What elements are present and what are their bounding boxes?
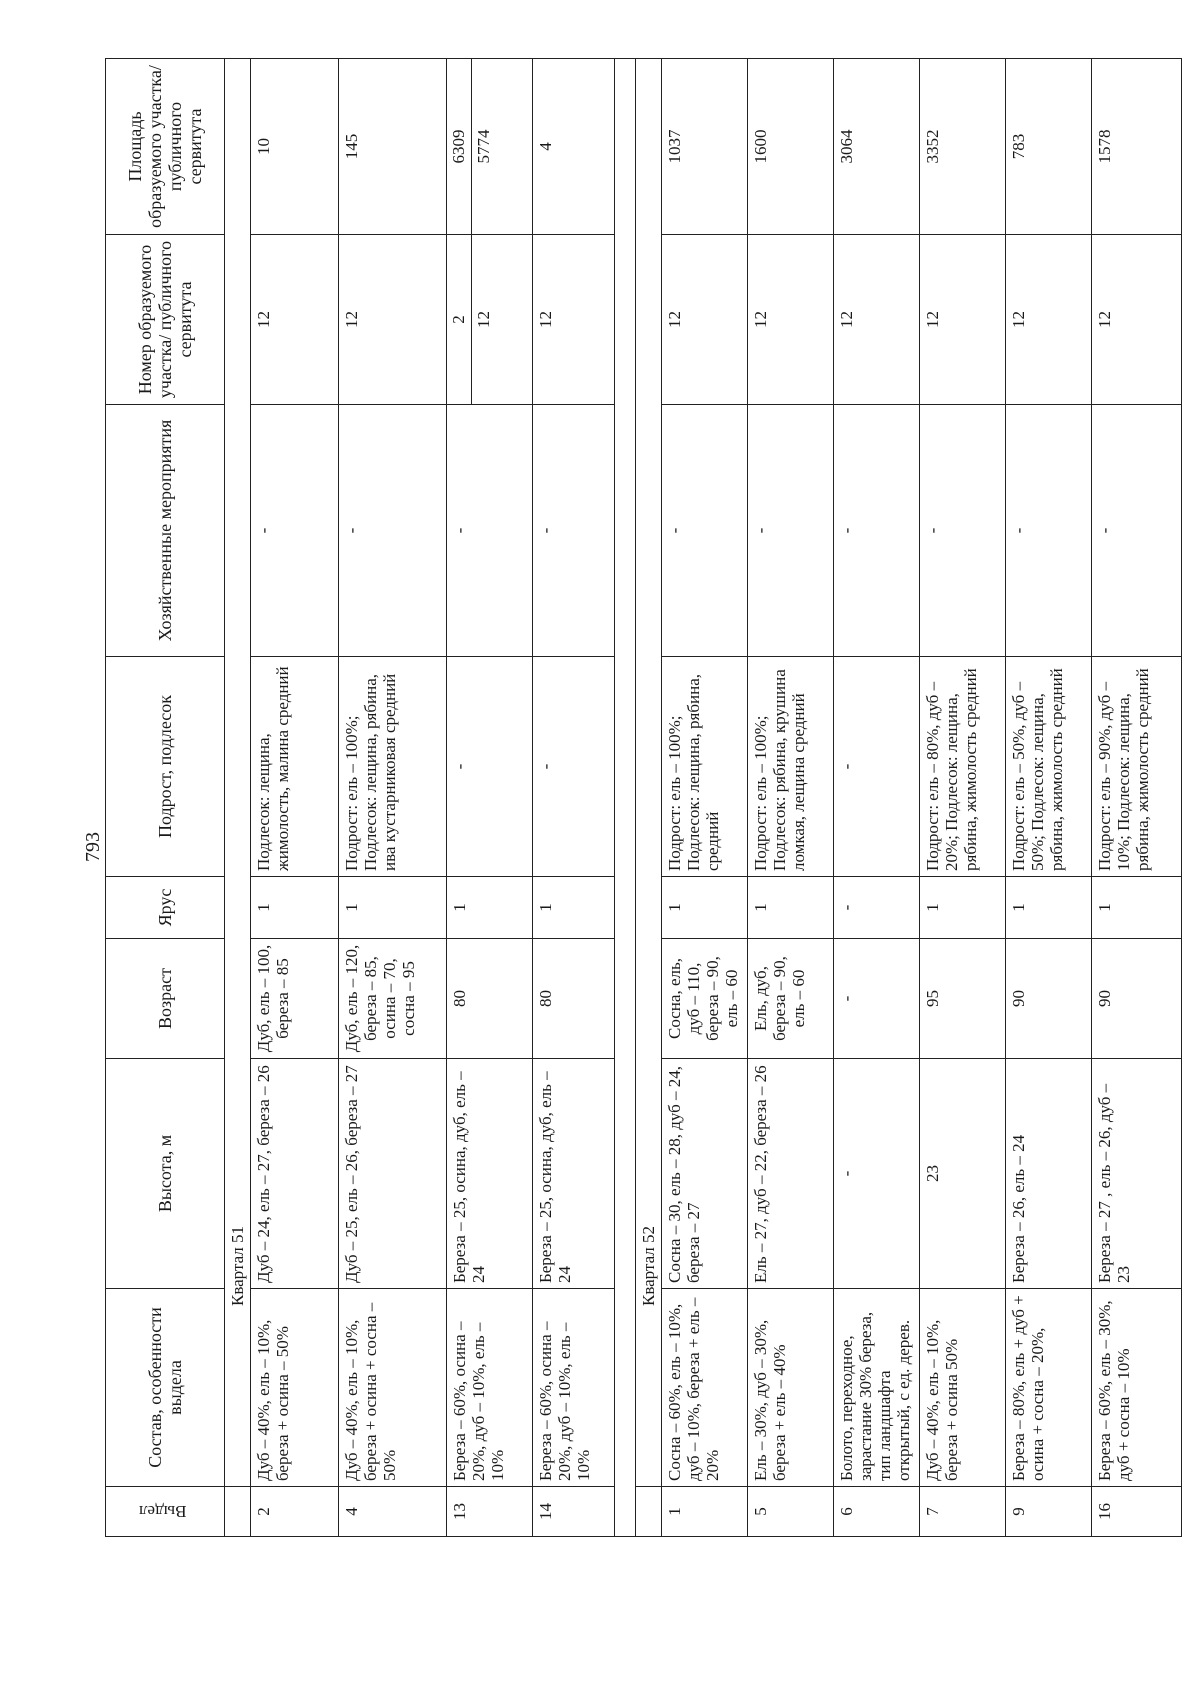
cell-ploshchad-part: 5774 (471, 59, 496, 234)
cell-meropriyatiya: - (1092, 405, 1182, 657)
table-body (225, 59, 1182, 1537)
cell-yarus: 1 (447, 877, 533, 939)
cell-ploshchad: 4 (533, 59, 615, 235)
cell-sostav: Дуб – 40%, ель – 10%, береза + осина + сосна – 50% (339, 1289, 447, 1487)
cell-nomer: 12 (834, 235, 920, 405)
page-number: 793 (82, 832, 104, 862)
cell-podrost: Подрост: ель – 90%, дуб – 10%; Подлесок: лещина, рябина, жимолость средний (1092, 657, 1182, 877)
cell-vysota: - (834, 1059, 920, 1289)
cell-nomer: 12 (662, 235, 748, 405)
table-row (1006, 59, 1092, 1537)
table-row (339, 59, 447, 1537)
cell-podrost: Подрост: ель – 80%, дуб – 20%; Подлесок: лещина, рябина, жимолость средний (920, 657, 1006, 877)
cell-yarus: 1 (1092, 877, 1182, 939)
cell-sostav: Береза – 60%, ель – 30%, дуб + сосна – 10% (1092, 1289, 1182, 1487)
header-podrost: Подрост, подлесок (106, 657, 225, 877)
cell-vydel: 5 (748, 1487, 834, 1537)
cell-vydel: 13 (447, 1487, 533, 1537)
cell-vydel: 4 (339, 1487, 447, 1537)
cell-sostav: Ель – 30%, дуб – 30%, береза + ель – 40% (748, 1289, 834, 1487)
cell-nomer (447, 235, 533, 405)
cell-ploshchad: 783 (1006, 59, 1092, 235)
cell-podrost: - (834, 657, 920, 877)
cell-meropriyatiya: - (339, 405, 447, 657)
cell-ploshchad: 1037 (662, 59, 748, 235)
forest-inventory-table (105, 58, 1182, 1537)
header-sostav: Состав, особенности выдела (106, 1289, 225, 1487)
cell-meropriyatiya: - (447, 405, 533, 657)
cell-vozrast: Дуб, ель – 100, береза – 85 (251, 939, 339, 1059)
cell-sostav: Сосна – 60%, ель – 10%, дуб – 10%, береза + ель – 20% (662, 1289, 748, 1487)
cell-podrost: Подрост: ель – 100%; Подлесок: рябина, крушина ломкая, лещина средний (748, 657, 834, 877)
cell-sostav: Дуб – 40%, ель – 10%, береза + осина – 50% (251, 1289, 339, 1487)
cell-meropriyatiya: - (251, 405, 339, 657)
cell-vysota: Береза – 25, осина, дуб, ель – 24 (447, 1059, 533, 1289)
cell-podrost: - (533, 657, 615, 877)
cell-nomer-part: 2 (449, 315, 469, 324)
table-row (834, 59, 920, 1537)
header-vydel: Выдел (106, 1487, 225, 1537)
cell-yarus: 1 (339, 877, 447, 939)
section-title: Квартал 51 (225, 59, 251, 1487)
cell-ploshchad-part: 6309 (449, 129, 469, 164)
cell-vozrast: 80 (447, 939, 533, 1059)
table-header-row (106, 59, 225, 1537)
cell-meropriyatiya: - (834, 405, 920, 657)
header-ploshchad: Площадь образуемого участка/ публичного сервитута (106, 59, 225, 235)
table-row (251, 59, 339, 1537)
cell-vozrast: 95 (920, 939, 1006, 1059)
cell-nomer: 12 (748, 235, 834, 405)
cell-yarus: 1 (920, 877, 1006, 939)
spacer-cell (615, 59, 636, 1537)
cell-vysota: Ель – 27, дуб – 22, береза – 26 (748, 1059, 834, 1289)
cell-vysota: Сосна – 30, ель – 28, дуб – 24, береза – 27 (662, 1059, 748, 1289)
cell-meropriyatiya: - (748, 405, 834, 657)
section-lead-cell (225, 1487, 251, 1537)
cell-nomer: 12 (1006, 235, 1092, 405)
cell-vozrast: Дуб, ель – 120, береза – 85, осина – 70, сосна – 95 (339, 939, 447, 1059)
cell-ploshchad (447, 59, 533, 235)
section-row (225, 59, 251, 1537)
cell-vozrast: - (834, 939, 920, 1059)
cell-podrost: Подрост: ель – 100%; Подлесок: лещина, рябина, ива кустарниковая средний (339, 657, 447, 877)
cell-nomer: 12 (1092, 235, 1182, 405)
table-row (662, 59, 748, 1537)
cell-meropriyatiya: - (662, 405, 748, 657)
cell-vysota: Береза – 26, ель – 24 (1006, 1059, 1092, 1289)
cell-vydel: 1 (662, 1487, 748, 1537)
table-row (748, 59, 834, 1537)
cell-nomer: 12 (251, 235, 339, 405)
cell-podrost: - (447, 657, 533, 877)
cell-yarus: 1 (662, 877, 748, 939)
cell-vozrast: Сосна, ель, дуб – 110, береза – 90, ель – 60 (662, 939, 748, 1059)
cell-meropriyatiya: - (1006, 405, 1092, 657)
cell-nomer: 12 (339, 235, 447, 405)
cell-ploshchad: 1600 (748, 59, 834, 235)
section-row (636, 59, 662, 1537)
cell-vysota: Береза – 27 , ель – 26, дуб – 23 (1092, 1059, 1182, 1289)
cell-vydel: 9 (1006, 1487, 1092, 1537)
cell-meropriyatiya: - (533, 405, 615, 657)
cell-vozrast: Ель, дуб, береза – 90, ель – 60 (748, 939, 834, 1059)
cell-vysota: Береза – 25, осина, дуб, ель – 24 (533, 1059, 615, 1289)
cell-yarus: - (834, 877, 920, 939)
table-row (533, 59, 615, 1537)
cell-ploshchad: 3064 (834, 59, 920, 235)
cell-nomer: 12 (920, 235, 1006, 405)
cell-meropriyatiya: - (920, 405, 1006, 657)
cell-vydel: 2 (251, 1487, 339, 1537)
cell-vozrast: 90 (1092, 939, 1182, 1059)
cell-yarus: 1 (1006, 877, 1092, 939)
cell-sostav: Береза – 80%, ель + дуб + осина + сосна – 20%, (1006, 1289, 1092, 1487)
header-nomer: Номер образуемого участка/ публичного сервитута (106, 235, 225, 405)
cell-vozrast: 80 (533, 939, 615, 1059)
table-row (1092, 59, 1182, 1537)
table-row (447, 59, 533, 1537)
spacer-row (615, 59, 636, 1537)
cell-yarus: 1 (533, 877, 615, 939)
cell-nomer: 12 (533, 235, 615, 405)
cell-nomer-part: 12 (471, 235, 496, 404)
header-yarus: Ярус (106, 877, 225, 939)
section-title: Квартал 52 (636, 59, 662, 1487)
header-vysota: Высота, м (106, 1059, 225, 1289)
cell-yarus: 1 (748, 877, 834, 939)
cell-ploshchad: 10 (251, 59, 339, 235)
cell-vydel: 16 (1092, 1487, 1182, 1537)
cell-ploshchad: 1578 (1092, 59, 1182, 235)
cell-yarus: 1 (251, 877, 339, 939)
cell-vydel: 7 (920, 1487, 1006, 1537)
cell-vydel: 6 (834, 1487, 920, 1537)
table-row (920, 59, 1006, 1537)
cell-podrost: Подлесок: лещина, жимолость, малина средний (251, 657, 339, 877)
cell-sostav: Береза – 60%, осина – 20%, дуб – 10%, ель – 10% (533, 1289, 615, 1487)
cell-podrost: Подрост: ель – 50%, дуб – 50%; Подлесок: лещина, рябина, жимолость средний (1006, 657, 1092, 877)
section-lead-cell (636, 1487, 662, 1537)
cell-vysota: Дуб – 25, ель – 26, береза – 27 (339, 1059, 447, 1289)
cell-ploshchad: 3352 (920, 59, 1006, 235)
cell-vydel: 14 (533, 1487, 615, 1537)
cell-sostav: Береза – 60%, осина – 20%, дуб – 10%, ель – 10% (447, 1289, 533, 1487)
header-meropriyatiya: Хозяйственные мероприятия (106, 405, 225, 657)
cell-podrost: Подрост: ель – 100%; Подлесок: лещина, рябина, средний (662, 657, 748, 877)
cell-sostav: Дуб – 40%, ель – 10%, береза + осина 50% (920, 1289, 1006, 1487)
cell-sostav: Болото, переходное, зарастание 30% береза, тип ландшафта открытый, с ед. дерев. (834, 1289, 920, 1487)
cell-vysota: Дуб – 24, ель – 27, береза – 26 (251, 1059, 339, 1289)
cell-ploshchad: 145 (339, 59, 447, 235)
header-vozrast: Возраст (106, 939, 225, 1059)
cell-vysota: 23 (920, 1059, 1006, 1289)
cell-vozrast: 90 (1006, 939, 1092, 1059)
